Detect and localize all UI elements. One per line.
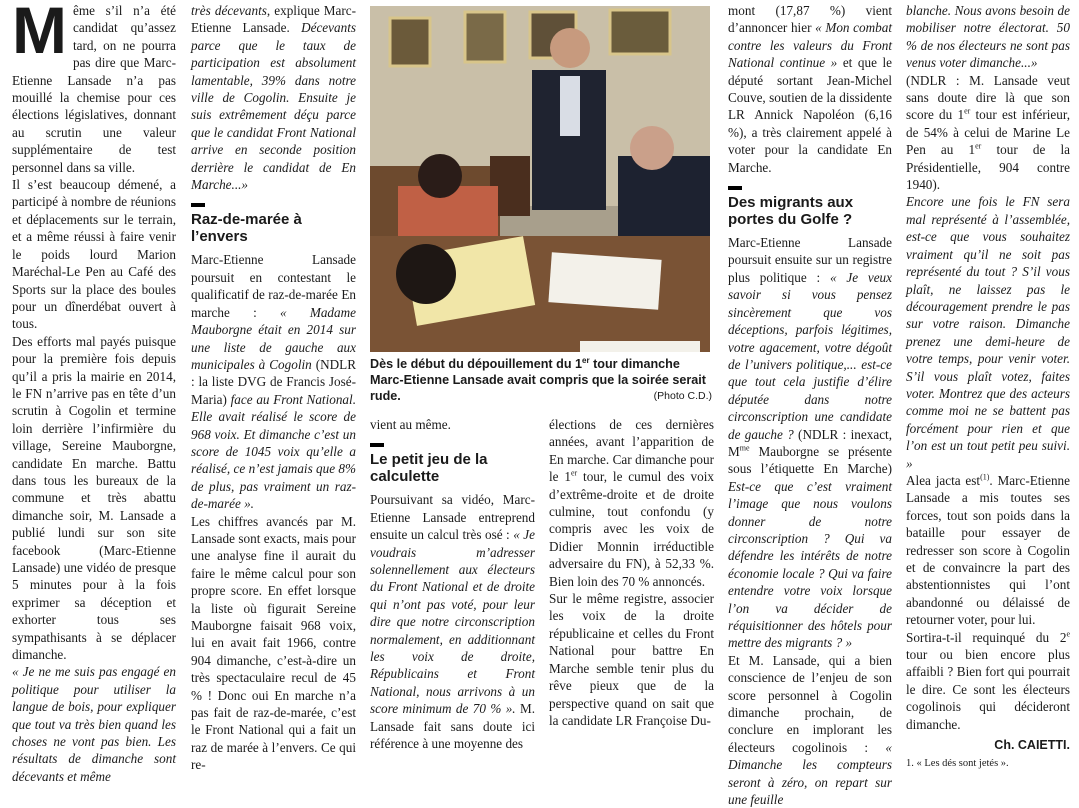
- paragraph: Marc-Etienne Lansade poursuit en contestant le qualificatif de raz-de-marée En marche : « Madame Mauborgne était en 2014 sur une liste de gauche aux municipales à Cogolin (NDLR : la liste DVG de Francis José-Maria) face au Front National. Elle avait réalisé le score de 968 voix. Et dimanche c’est un score de 1045 voix qu’elle a réalisé, ce n’est jamais que 8% de plus, pas vraiment un raz-de-marée ».: [191, 252, 356, 512]
- paragraph: Il s’est beaucoup démené, a participé à nombre de réunions et déplacements sur le terrain, et a même réussi à faire venir le poids lourd Marion Maréchal-Le Pen au Café des Sports sur la place des boules pour un dînerdébat ouvert à tous.: [12, 177, 176, 332]
- paragraph: mont (17,87 %) vient d’annoncer hier « Mon combat contre les valeurs du Front National continue » et que le député sortant Jean-Michel Couve, soutien de la dissidente LR Annick Napoléon (6,16 %), a très clairement appelé à voter pour la candidate En Marche.: [728, 3, 893, 175]
- column-2: [191, 2, 356, 774]
- paragraph: Sortira-t-il requinqué du 2e tour ou bien encore plus affaibli ? Bien fort qui pourrait le dire. Ce sont les électeurs cogolinois qui décideront dimanche.: [906, 629, 1070, 732]
- drop-cap: M: [12, 0, 67, 67]
- column-4: [549, 416, 714, 729]
- quote-paragraph: « Je ne me suis pas engagé en politique pour utiliser la langue de bois, pour expliquer que tout va très bien quand les choses ne vont pas bien. Les résultats de dimanche sont décevants et même: [12, 664, 176, 784]
- column-3: [370, 416, 535, 753]
- paragraph: Poursuivant sa vidéo, Marc-Etienne Lansade entreprend ensuite un calcul très osé : « Je voudrais m’adresser solennellement aux électeurs du Front National et de droite qui n’ont pas voté, pour leur dire que notre circonscription normalement, en additionnant les voix de droite, Républicains et Front National, nous arrivons à un score minimum de 70 % ». M. Lansade fait sans doute ici référence à une moyenne des: [370, 492, 535, 752]
- paragraph: très décevants, explique Marc-Etienne Lansade. Décevants parce que le taux de participation est absolument lamentable, 39% dans notre ville de Cogolin. Ensuite je suis extrêmement déçu parce que le candidat Front National arrive en seconde position derrière le candidat de En Marche...»: [191, 3, 356, 193]
- photo-credit: (Photo C.D.): [653, 390, 712, 402]
- quote-paragraph: blanche. Nous avons besoin de mobiliser notre électorat. 50 % de nos électeurs ne sont pas venus voter dimanche...»: [906, 3, 1070, 71]
- paragraph: Alea jacta est$^{(1)}$. Marc-Etienne Lansade a mis toutes ses forces, tout son poids dans la bataille pour essayer de redresser son score à Cogolin et de convaincre la part des abstentionnistes qui l’ont abandonné ou délaissé de retourner voter, pour lui.: [906, 472, 1070, 628]
- subheading: Le petit jeu de la calculette: [370, 443, 535, 485]
- paragraph: Des efforts mal payés puisque pour la première fois depuis qu’il a pris la mairie en 2014, le FN n’arrive pas en tête d’un scrutin à Cogolin et termine loin derrière l’infirmière du village, Sereine Mauborgne, candidate En marche. Battu dans tous les bureaux de la commune et très abattu dimanche soir, M. Lansade a publié lundi sur son site facebook (Marc-Etienne Lansade) une vidéo de presque 5 minutes pour à la fois exprimer sa déception et exhorter tous ses sympathisants à se déplacer dimanche.: [12, 333, 176, 663]
- photo-illustration: [370, 6, 710, 352]
- paragraph: (NDLR : M. Lansade veut sans doute dire là que son score du 1er tour est inférieur, de 54% à celui de Marine Le Pen au 1er tour de la Présidentielle, 904 contre 1940).: [906, 72, 1071, 193]
- paragraph: vient au même.: [370, 417, 451, 432]
- subheading: Raz-de-marée à l’envers: [191, 203, 356, 245]
- paragraph: Même s’il n’a été candidat qu’assez tard, on ne pourra pas dire que Marc-Etienne Lansade n’a pas mouillé la chemise pour ces élections législatives, donnant au scrutin une valeur supplémentaire de test personnel dans sa ville.: [12, 0, 176, 175]
- subheading: Des migrants aux portes du Golfe ?: [728, 186, 892, 228]
- footnote: 1. « Les dés sont jetés ».: [906, 758, 1009, 770]
- paragraph: Les chiffres avancés par M. Lansade sont exacts, mais pour une analyse fine il aurait du faire le même calcul pour son propre score. En effet lorsque la liste où figurait Sereine Mauborgne faisait 968 voix, lui en avait fait 1966, contre 904 dimanche, c’est-à-dire un très spectaculaire recul de 45 % ! Donc oui En marche n’a pas fait de raz-de-marée, c’est le Front National qui a fait un raz de marée à l’envers. Ce qui re-: [191, 513, 356, 773]
- paragraph: Et M. Lansade, qui a bien conscience de l’enjeu de son score personnel à Cogolin dimanche prochain, de conclure en implorant les électeurs cogolinois : « Dimanche les compteurs seront à zéro, on repart sur une feuille: [728, 652, 892, 808]
- photo-caption: Dès le début du dépouillement du 1er tour dimanche Marc-Etienne Lansade avait compris que la soirée serait rude. (Photo C.D.): [370, 355, 712, 403]
- column-1: [12, 2, 176, 785]
- news-photo: [370, 6, 710, 352]
- paragraph: élections de ces dernières années, avant l’apparition de En marche. Car dimanche pour le 1er tour, le cumul des voix d’extrême-droite et de droite culmine, tout confondu (y compris avec les voix de Didier Monnin irréductible adversaire du FN), à 52,33 %. Bien loin des 70 % annoncés.: [549, 417, 714, 589]
- author-signature: Ch. CAIETTI.: [994, 738, 1070, 753]
- paragraph: Marc-Etienne Lansade poursuit ensuite sur un registre plus politique : « Je veux savoir si vous pensez sincèrement que vos déceptions, parfois légitimes, votre agacement, votre dégoût de l’univers politique,... est-ce que tout cela justifie d’élire députée dans notre circonscription une candidate de gauche ? (NDLR : inexact, $M^{me}$ Mauborgne se présente sous l’étiquette En Marche) Est-ce que c’est vraiment l’image que nous voulons donner de notre circonscription ? Qui va défendre les intérêts de notre économie locale ? Qui va faire entendre votre voix lorsque l’on va décider de réquisitionner des hôtels pour mettre des migrants ? »: [728, 235, 893, 651]
- column-5: [728, 2, 892, 808]
- paragraph: Sur le même registre, associer les voix de la droite républicaine et celles du Front National pour battre En Marche semble tenir plus du rêve pieux que de la perspective quand on sait que la candidate LR Françoise Du-: [549, 591, 714, 728]
- column-6: [906, 2, 1070, 770]
- quote-paragraph: Encore une fois le FN sera mal représenté à l’assemblée, est-ce que vous souhaitez vraiment qu’il ne soit pas représenté du tout ? S’il vous plaît, ne laissez pas le découragement prendre le pas sur votre raison. Dimanche prenez une demi-heure de votre temps, pour venir voter. S’il vous plaît votez, faites voter. Montrez que des acteurs comme moi ne se battent pas forcément pour rien et que l’on est un tout petit peu suivi. »: [906, 194, 1070, 471]
